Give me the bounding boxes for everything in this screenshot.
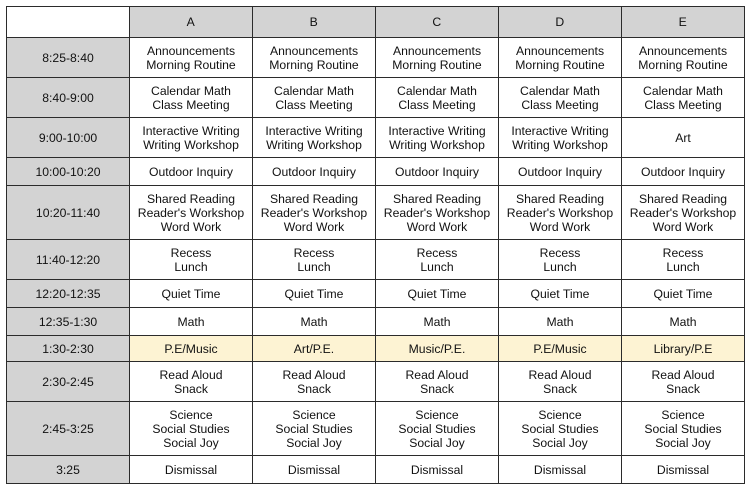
activity-line: Math — [300, 314, 328, 329]
activity-line: Quiet Time — [284, 286, 344, 301]
activity-line: Word Work — [652, 219, 714, 234]
activity-line: Shared Reading — [515, 191, 605, 206]
activity-line: Read Aloud — [282, 367, 346, 382]
activity-line: Social Joy — [409, 435, 465, 450]
activity-line: Social Joy — [163, 435, 219, 450]
activity-cell — [622, 402, 745, 456]
activity-cell — [253, 402, 376, 456]
activity-line: Writing Workshop — [266, 137, 362, 152]
activity-cell — [499, 78, 622, 118]
activity-line: Morning Routine — [269, 57, 359, 72]
schedule-row — [7, 362, 745, 402]
activity-line: Class Meeting — [398, 97, 476, 112]
activity-cell — [130, 158, 253, 186]
activity-line: Announcements — [146, 43, 236, 58]
activity-line: Interactive Writing — [388, 123, 486, 138]
schedule-row — [7, 336, 745, 362]
time-slot-label: 8:40-9:00 — [7, 78, 130, 118]
activity-cell — [130, 38, 253, 78]
activity-cell — [622, 456, 745, 484]
activity-line: Outdoor Inquiry — [394, 164, 479, 179]
activity-line: Shared Reading — [269, 191, 359, 206]
activity-cell — [622, 280, 745, 308]
activity-line: Math — [177, 314, 205, 329]
schedule-row — [7, 118, 745, 158]
activity-line: Recess — [662, 245, 704, 260]
activity-line: Quiet Time — [407, 286, 467, 301]
activity-line: Announcements — [515, 43, 605, 58]
activity-line: Interactive Writing — [265, 123, 363, 138]
activity-line: Writing Workshop — [512, 137, 608, 152]
schedule-row — [7, 402, 745, 456]
activity-cell — [499, 362, 622, 402]
activity-cell — [499, 38, 622, 78]
activity-line: Shared Reading — [146, 191, 236, 206]
activity-line: Reader's Workshop — [506, 205, 614, 220]
activity-cell — [499, 308, 622, 336]
schedule-row — [7, 240, 745, 280]
activity-line: Social Studies — [398, 421, 476, 436]
activity-line: Reader's Workshop — [383, 205, 491, 220]
activity-cell — [622, 336, 745, 362]
activity-line: Calendar Math — [397, 83, 477, 98]
activity-line: Reader's Workshop — [137, 205, 245, 220]
activity-line: Social Joy — [655, 435, 711, 450]
column-header-c: C — [376, 7, 499, 38]
activity-line: Science — [292, 407, 336, 422]
activity-line: Science — [538, 407, 582, 422]
time-slot-label: 10:20-11:40 — [7, 186, 130, 240]
activity-line: Snack — [543, 381, 577, 396]
activity-cell — [130, 118, 253, 158]
schedule-body — [7, 38, 745, 484]
activity-cell — [499, 456, 622, 484]
activity-line: Calendar Math — [520, 83, 600, 98]
activity-cell — [253, 456, 376, 484]
activity-line: Class Meeting — [644, 97, 722, 112]
time-slot-label: 2:45-3:25 — [7, 402, 130, 456]
activity-cell — [130, 336, 253, 362]
activity-line: Snack — [666, 381, 700, 396]
activity-line: Announcements — [392, 43, 482, 58]
activity-cell — [622, 308, 745, 336]
activity-cell — [376, 118, 499, 158]
activity-cell — [376, 362, 499, 402]
activity-cell — [253, 336, 376, 362]
activity-line: Word Work — [160, 219, 222, 234]
activity-line: Writing Workshop — [389, 137, 485, 152]
activity-line: Social Joy — [532, 435, 588, 450]
activity-line: P.E/Music — [533, 341, 587, 356]
activity-cell — [499, 240, 622, 280]
activity-line: Lunch — [543, 259, 577, 274]
activity-line: Music/P.E. — [408, 341, 466, 356]
activity-cell — [499, 336, 622, 362]
activity-cell — [622, 186, 745, 240]
activity-line: Snack — [420, 381, 454, 396]
activity-line: Quiet Time — [530, 286, 590, 301]
activity-line: Quiet Time — [653, 286, 713, 301]
activity-line: Math — [423, 314, 451, 329]
activity-cell — [130, 362, 253, 402]
time-slot-label: 12:35-1:30 — [7, 308, 130, 336]
activity-cell — [253, 362, 376, 402]
activity-line: Outdoor Inquiry — [271, 164, 356, 179]
activity-line: Lunch — [174, 259, 208, 274]
activity-cell — [253, 186, 376, 240]
activity-line: Recess — [170, 245, 212, 260]
time-slot-label: 10:00-10:20 — [7, 158, 130, 186]
activity-line: Class Meeting — [521, 97, 599, 112]
activity-cell — [253, 118, 376, 158]
activity-line: Morning Routine — [392, 57, 482, 72]
activity-cell — [622, 362, 745, 402]
activity-line: Word Work — [406, 219, 468, 234]
activity-line: Dismissal — [656, 462, 710, 477]
activity-cell — [376, 186, 499, 240]
activity-line: Reader's Workshop — [260, 205, 368, 220]
activity-cell — [376, 240, 499, 280]
activity-line: Announcements — [269, 43, 359, 58]
activity-cell — [253, 158, 376, 186]
activity-line: Lunch — [666, 259, 700, 274]
activity-line: Outdoor Inquiry — [517, 164, 602, 179]
activity-line: Science — [661, 407, 705, 422]
time-slot-label: 12:20-12:35 — [7, 280, 130, 308]
activity-line: Social Studies — [275, 421, 353, 436]
activity-cell — [253, 240, 376, 280]
activity-line: Lunch — [297, 259, 331, 274]
column-header-d: D — [499, 7, 622, 38]
activity-line: Calendar Math — [643, 83, 723, 98]
activity-line: Read Aloud — [651, 367, 715, 382]
activity-line: Science — [415, 407, 459, 422]
activity-cell — [253, 308, 376, 336]
activity-line: Word Work — [283, 219, 345, 234]
activity-cell — [130, 280, 253, 308]
activity-cell — [499, 280, 622, 308]
activity-cell — [376, 38, 499, 78]
activity-line: Outdoor Inquiry — [640, 164, 725, 179]
activity-line: Dismissal — [164, 462, 218, 477]
column-header-e: E — [622, 7, 745, 38]
schedule-row — [7, 280, 745, 308]
activity-line: Shared Reading — [638, 191, 728, 206]
activity-line: Science — [169, 407, 213, 422]
activity-cell — [376, 456, 499, 484]
schedule-row — [7, 78, 745, 118]
activity-line: Read Aloud — [405, 367, 469, 382]
activity-line: Social Studies — [152, 421, 230, 436]
activity-line: Dismissal — [287, 462, 341, 477]
schedule-row — [7, 158, 745, 186]
activity-line: Social Studies — [521, 421, 599, 436]
activity-cell — [130, 186, 253, 240]
activity-cell — [499, 158, 622, 186]
activity-cell — [130, 402, 253, 456]
schedule-row — [7, 186, 745, 240]
activity-line: Dismissal — [533, 462, 587, 477]
activity-line: Outdoor Inquiry — [148, 164, 233, 179]
activity-line: Word Work — [529, 219, 591, 234]
time-slot-label: 11:40-12:20 — [7, 240, 130, 280]
activity-line: Calendar Math — [274, 83, 354, 98]
activity-cell — [622, 38, 745, 78]
activity-cell — [622, 240, 745, 280]
activity-cell — [130, 240, 253, 280]
column-header-a: A — [130, 7, 253, 38]
activity-line: Announcements — [638, 43, 728, 58]
activity-cell — [130, 456, 253, 484]
corner-cell — [7, 7, 130, 38]
activity-cell — [253, 78, 376, 118]
activity-line: Snack — [297, 381, 331, 396]
activity-line: Snack — [174, 381, 208, 396]
activity-cell — [253, 38, 376, 78]
column-header-b: B — [253, 7, 376, 38]
activity-line: Social Joy — [286, 435, 342, 450]
activity-line: Dismissal — [410, 462, 464, 477]
activity-cell — [130, 308, 253, 336]
activity-cell — [622, 78, 745, 118]
activity-line: Morning Routine — [146, 57, 236, 72]
activity-cell — [253, 280, 376, 308]
schedule-table — [6, 6, 745, 484]
activity-line: Math — [546, 314, 574, 329]
activity-line: Writing Workshop — [143, 137, 239, 152]
activity-line: Reader's Workshop — [629, 205, 737, 220]
activity-line: Calendar Math — [151, 83, 231, 98]
activity-line: Art — [675, 130, 691, 145]
time-slot-label: 3:25 — [7, 456, 130, 484]
activity-line: Read Aloud — [159, 367, 223, 382]
activity-line: Morning Routine — [515, 57, 605, 72]
time-slot-label: 8:25-8:40 — [7, 38, 130, 78]
activity-cell — [376, 158, 499, 186]
time-slot-label: 1:30-2:30 — [7, 336, 130, 362]
schedule-row — [7, 308, 745, 336]
activity-line: Read Aloud — [528, 367, 592, 382]
activity-line: Quiet Time — [161, 286, 221, 301]
activity-line: Class Meeting — [152, 97, 230, 112]
activity-line: Social Studies — [644, 421, 722, 436]
activity-cell — [499, 402, 622, 456]
activity-cell — [622, 118, 745, 158]
activity-cell — [376, 280, 499, 308]
schedule-row — [7, 456, 745, 484]
activity-line: Shared Reading — [392, 191, 482, 206]
activity-line: Library/P.E — [653, 341, 713, 356]
activity-cell — [622, 158, 745, 186]
activity-cell — [376, 308, 499, 336]
activity-line: Math — [669, 314, 697, 329]
activity-line: Recess — [539, 245, 581, 260]
activity-line: Interactive Writing — [142, 123, 240, 138]
activity-cell — [130, 78, 253, 118]
time-slot-label: 9:00-10:00 — [7, 118, 130, 158]
activity-cell — [499, 118, 622, 158]
activity-cell — [376, 402, 499, 456]
activity-line: Class Meeting — [275, 97, 353, 112]
activity-cell — [376, 78, 499, 118]
time-slot-label: 2:30-2:45 — [7, 362, 130, 402]
activity-line: Art/P.E. — [293, 341, 335, 356]
header-row — [7, 7, 745, 38]
activity-line: Recess — [416, 245, 458, 260]
activity-line: Recess — [293, 245, 335, 260]
schedule-row — [7, 38, 745, 78]
activity-cell — [499, 186, 622, 240]
activity-line: Morning Routine — [638, 57, 728, 72]
activity-line: Interactive Writing — [511, 123, 609, 138]
activity-line: P.E/Music — [164, 341, 218, 356]
activity-line: Lunch — [420, 259, 454, 274]
activity-cell — [376, 336, 499, 362]
